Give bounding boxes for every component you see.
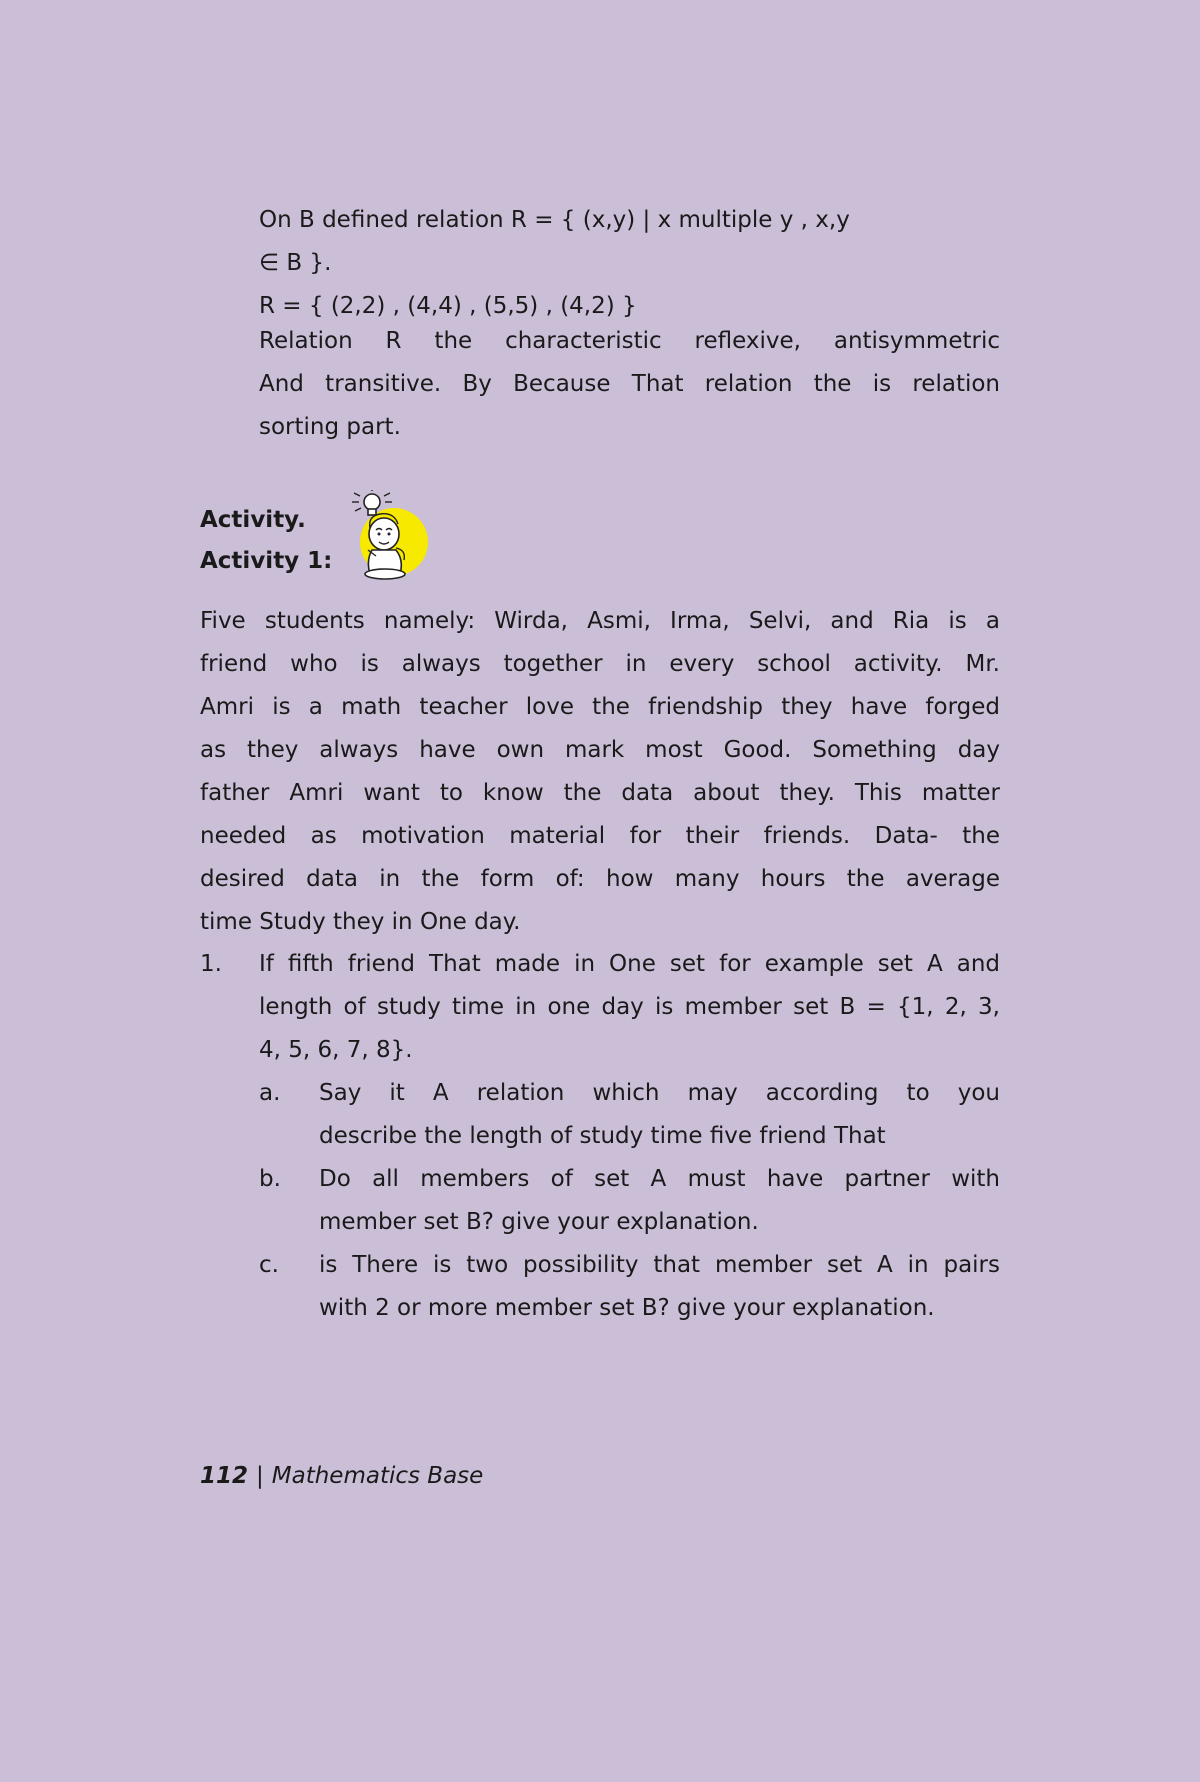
paragraph-line: desired data in the form of: how many hours the average	[200, 866, 1000, 892]
item-line: If fifth friend That made in One set for example set A and	[259, 951, 1000, 977]
subitem-line: describe the length of study time five friend That	[319, 1123, 886, 1149]
relation-set: R = { (2,2) , (4,4) , (5,5) , (4,2) }	[259, 293, 637, 319]
intro-paragraph	[200, 600, 1000, 944]
paragraph-line: sorting part.	[259, 414, 401, 440]
subitem-b-label: b.	[259, 1166, 281, 1192]
subitem-line: Say it A relation which may according to you	[319, 1080, 1000, 1106]
subitem-line: member set B? give your explanation.	[319, 1209, 759, 1235]
book-title: Mathematics Base	[271, 1463, 484, 1489]
paragraph-line: And transitive. By Because That relation the is relation	[259, 371, 1000, 397]
subitem-line: is There is two possibility that member set A in pairs	[319, 1252, 1000, 1278]
paragraph-line: friend who is always together in every school activity. Mr.	[200, 651, 1000, 677]
page-footer	[200, 1461, 483, 1491]
subitem-b-text	[319, 1158, 1000, 1244]
relation-property-paragraph	[259, 320, 1000, 449]
paragraph-line: needed as motivation material for their friends. Data- the	[200, 823, 1000, 849]
item-line: length of study time in one day is member set B = {1, 2, 3,	[259, 994, 1000, 1020]
item-1-text	[259, 943, 1000, 1072]
activity-heading: Activity.	[200, 507, 306, 533]
subitem-a-text	[319, 1072, 1000, 1158]
relation-definition-cont: ∈ B }.	[259, 250, 332, 276]
subitem-line: with 2 or more member set B? give your explanation.	[319, 1295, 935, 1321]
paragraph-line: Amri is a math teacher love the friendship they have forged	[200, 694, 1000, 720]
paragraph-line: Five students namely: Wirda, Asmi, Irma, Selvi, and Ria is a	[200, 608, 1000, 634]
subitem-c-text	[319, 1244, 1000, 1330]
footer-separator: |	[256, 1463, 264, 1489]
paragraph-line: time Study they in One day.	[200, 909, 521, 935]
thinking-person-lightbulb-icon	[346, 490, 430, 582]
paragraph-line: as they always have own mark most Good. Something day	[200, 737, 1000, 763]
paragraph-line: Relation R the characteristic reflexive, antisymmetric	[259, 328, 1000, 354]
subitem-a-label: a.	[259, 1080, 281, 1106]
subitem-c-label: c.	[259, 1252, 279, 1278]
relation-definition-line: On B defined relation R = { (x,y) | x multiple y , x,y	[259, 207, 850, 233]
item-1-number: 1.	[200, 951, 222, 977]
activity-1-heading: Activity 1:	[200, 548, 333, 574]
item-line: 4, 5, 6, 7, 8}.	[259, 1037, 413, 1063]
page-number: 112	[200, 1463, 249, 1489]
paragraph-line: father Amri want to know the data about they. This matter	[200, 780, 1000, 806]
subitem-line: Do all members of set A must have partner with	[319, 1166, 1000, 1192]
